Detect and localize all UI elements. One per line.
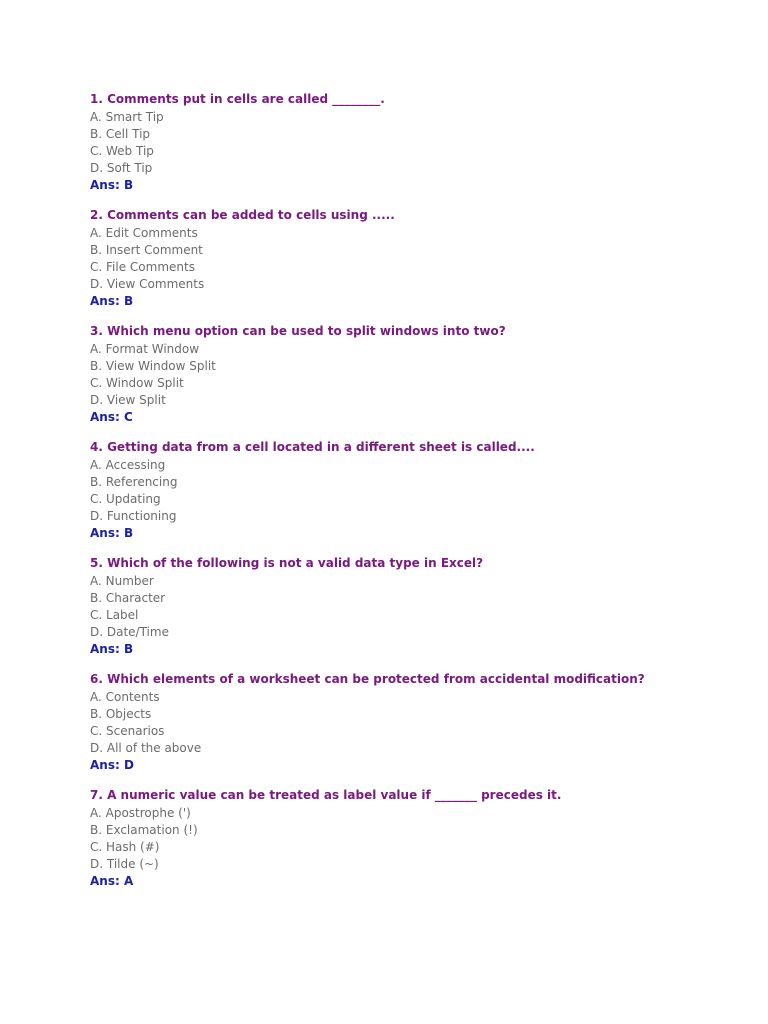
question-text: 5. Which of the following is not a valid data type in Excel? — [90, 556, 484, 570]
question-block — [90, 786, 730, 890]
option-b: B. Character — [90, 591, 166, 605]
option-c: C. Label — [90, 608, 139, 622]
option-d: D. Tilde (~) — [90, 857, 159, 871]
answer-text: Ans: B — [90, 642, 134, 656]
option-b: B. View Window Split — [90, 359, 216, 373]
answer-text: Ans: B — [90, 526, 134, 540]
answer-text: Ans: A — [90, 874, 134, 888]
option-c: C. Web Tip — [90, 144, 154, 158]
answer-text: Ans: B — [90, 178, 134, 192]
option-a: A. Contents — [90, 690, 160, 704]
question-text: 4. Getting data from a cell located in a different sheet is called.... — [90, 440, 535, 454]
answer-text: Ans: C — [90, 410, 133, 424]
option-c: C. Scenarios — [90, 724, 165, 738]
option-b: B. Exclamation (!) — [90, 823, 198, 837]
option-b: B. Cell Tip — [90, 127, 151, 141]
question-text: 7. A numeric value can be treated as label value if _______ precedes it. — [90, 788, 562, 802]
question-block — [90, 438, 730, 542]
option-b: B. Insert Comment — [90, 243, 203, 257]
option-d: D. All of the above — [90, 741, 202, 755]
option-d: D. Soft Tip — [90, 161, 153, 175]
question-block — [90, 670, 730, 774]
question-text: 1. Comments put in cells are called ________. — [90, 92, 385, 106]
option-b: B. Referencing — [90, 475, 178, 489]
question-text: 2. Comments can be added to cells using ..... — [90, 208, 395, 222]
option-d: D. Functioning — [90, 509, 177, 523]
option-a: A. Number — [90, 574, 154, 588]
option-a: A. Apostrophe (') — [90, 806, 191, 820]
question-block — [90, 554, 730, 658]
question-text: 3. Which menu option can be used to split windows into two? — [90, 324, 506, 338]
option-a: A. Accessing — [90, 458, 166, 472]
question-text: 6. Which elements of a worksheet can be protected from accidental modification? — [90, 672, 645, 686]
option-d: D. View Comments — [90, 277, 205, 291]
option-d: D. Date/Time — [90, 625, 169, 639]
option-c: C. Window Split — [90, 376, 184, 390]
option-c: C. File Comments — [90, 260, 195, 274]
option-a: A. Smart Tip — [90, 110, 164, 124]
option-a: A. Format Window — [90, 342, 200, 356]
option-a: A. Edit Comments — [90, 226, 198, 240]
option-c: C. Updating — [90, 492, 161, 506]
option-d: D. View Split — [90, 393, 166, 407]
option-b: B. Objects — [90, 707, 152, 721]
question-block — [90, 322, 730, 426]
answer-text: Ans: B — [90, 294, 134, 308]
answer-text: Ans: D — [90, 758, 134, 772]
option-c: C. Hash (#) — [90, 840, 160, 854]
question-block — [90, 90, 730, 194]
quiz-document — [90, 90, 730, 902]
question-block — [90, 206, 730, 310]
